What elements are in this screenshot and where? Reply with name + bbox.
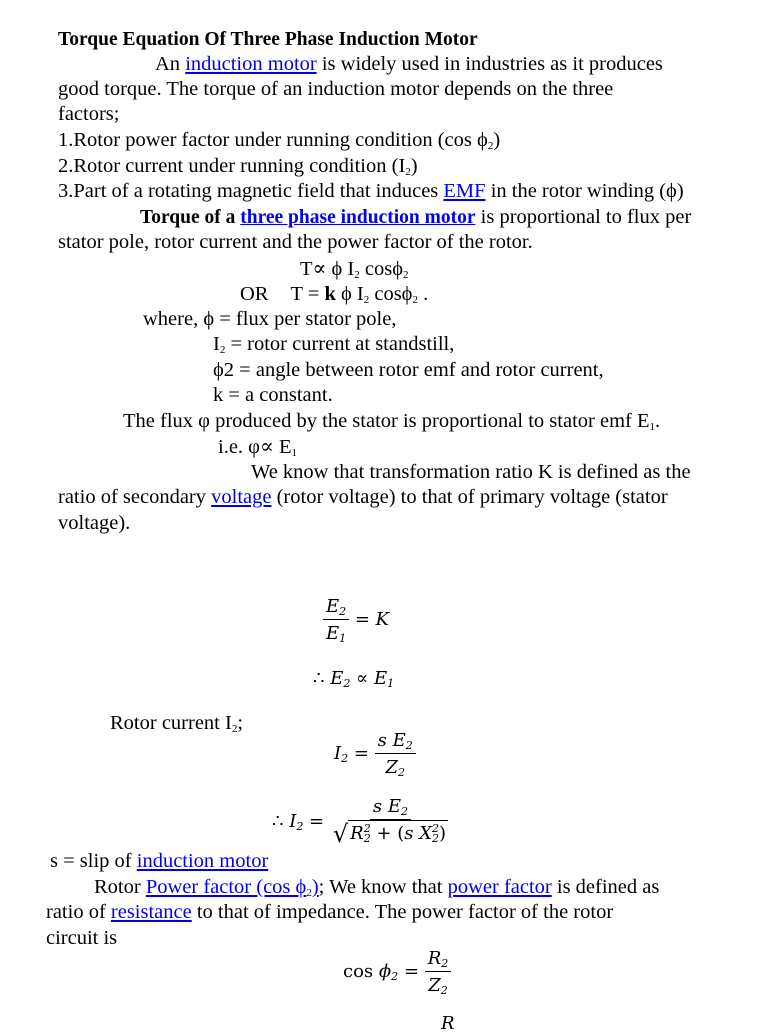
where-angle: ϕ2 = angle between rotor emf and rotor current,: [213, 359, 604, 381]
equation-transformation-ratio: $\frac{E_2}{E_1}$ = K: [323, 596, 389, 644]
ie-statement: i.e. $\varphi\propto E_1$: [218, 436, 298, 459]
torque-para-line-2: stator pole, rotor current and the power factor of the rotor.: [58, 231, 533, 253]
transformation-line-1: We know that transformation ratio K is defined as the: [251, 461, 691, 483]
link-induction-motor[interactable]: induction motor: [185, 53, 317, 75]
flux-statement: The flux φ produced by the stator is proportional to stator emf $E_1$.: [123, 410, 661, 433]
equation-rotor-current: $I_2$ = $\frac{s E_2}{Z_2}$: [334, 730, 416, 778]
link-power-factor-cos[interactable]: Power factor (cos $\phi_2$): [145, 876, 319, 899]
where-flux: where, ϕ = flux per stator pole,: [143, 308, 397, 330]
where-constant: k = a constant.: [213, 384, 333, 406]
link-three-phase-induction-motor[interactable]: three phase induction motor: [240, 207, 476, 228]
power-factor-line-3: circuit is: [46, 927, 118, 949]
link-emf[interactable]: EMF: [443, 180, 486, 202]
link-power-factor[interactable]: power factor: [447, 876, 552, 898]
transformation-line-2: ratio of secondary voltage (rotor voltage) to that of primary voltage (stator: [58, 486, 668, 508]
equation-e2-proportional-e1: ∴ $E_2 \propto E_1$: [313, 668, 395, 690]
page-title: Torque Equation Of Three Phase Induction Motor: [58, 29, 478, 50]
intro-line-2: good torque. The torque of an induction motor depends on the three: [58, 78, 614, 100]
rotor-current-label: Rotor current $I_2$;: [110, 712, 244, 735]
equation-partial-cut-off: R: [441, 1013, 455, 1034]
power-factor-line-1: Rotor Power factor (cos $\phi_2$); We know that power factor is defined as: [94, 876, 660, 899]
where-current: $I_2$ = rotor current at standstill,: [213, 333, 455, 356]
link-resistance[interactable]: resistance: [110, 901, 192, 923]
factor-3: 3.Part of a rotating magnetic field that induces EMF in the rotor winding (ϕ): [58, 180, 684, 202]
equation-torque-constant: OR T = k ϕ $I_2$ cosϕ$_2$ .: [240, 283, 429, 306]
intro-line-3: factors;: [58, 103, 120, 125]
torque-para-line-1: Torque of a three phase induction motor is proportional to flux per: [140, 206, 692, 228]
equation-rotor-power-factor: $\cos \phi_2$ = $\frac{R_2}{Z_2}$: [343, 948, 451, 996]
intro-line-1: An induction motor is widely used in industries as it produces: [155, 53, 663, 75]
transformation-line-3: voltage).: [58, 512, 131, 534]
link-induction-motor-2[interactable]: induction motor: [136, 850, 269, 872]
link-voltage[interactable]: voltage: [211, 486, 272, 508]
equation-rotor-current-expanded: ∴ $I_2$ = s $E_2$ √ $R^2_2 + (s$ $X^2_2$): [272, 796, 447, 848]
slip-definition: s = slip of induction motor: [50, 850, 269, 872]
factor-1: 1.Rotor power factor under running condition (cos $\phi_2$): [58, 129, 501, 152]
power-factor-line-2: ratio of resistance to that of impedance. The power factor of the rotor: [46, 901, 614, 923]
equation-torque-proportional: T∝ ϕ $I_2$ cosϕ$_2$: [300, 258, 409, 281]
factor-2: 2.Rotor current under running condition $(I_2)$: [58, 155, 418, 178]
